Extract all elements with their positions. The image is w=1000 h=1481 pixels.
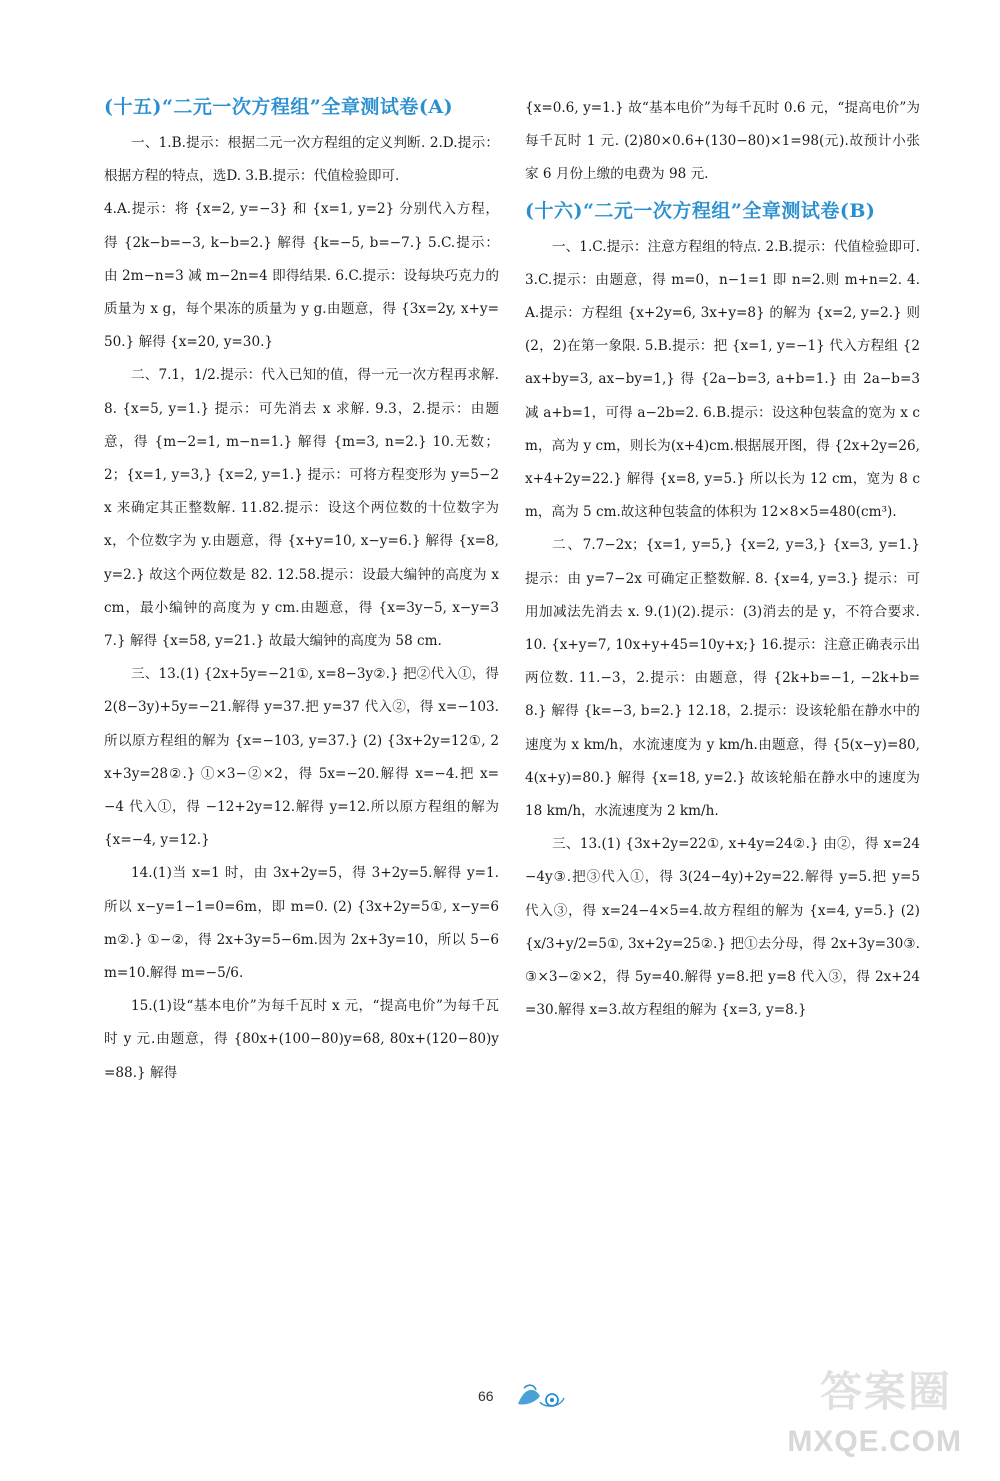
answer-paragraph: 一、1.C.提示：注意方程组的特点. 2.B.提示：代值检验即可. 3.C.提示：由题意，得 m=0，n−1=1 即 n=2.则 m+n=2. 4.A.提示：方程组 {x+2y=6, 3x+y=8} 的解为 {x=2, y=2.} 则(2，2)在第一象限. 5.B.提示：把 {x=1, y=−1} 代入方程组 {2ax+by=3, ax−by=1,} 得 {2a−b=3, a+b=1.} 由 2a−b=3 减 a+b=1，可得 a−2b=2. 6.B.提示：设这种包装盒的宽为 x cm，高为 y cm，则长为(x+4)cm.根据展开图，得 {2x+2y=26, x+4+2y=22.} 解得 {x=8, y=5.} 所以长为 12 cm，宽为 8 cm，高为 5 cm.故这种包装盒的体积为 12×8×5=480(cm³).: [525, 238, 920, 521]
watermark-cn: 答案圈: [819, 1367, 952, 1416]
left-column: [104, 92, 499, 1090]
answer-paragraph: 三、13.(1) {2x+5y=−21①, x=8−3y②.} 把②代入①，得 2(8−3y)+5y=−21.解得 y=37.把 y=37 代入②，得 x=−103.所以原方程组的解为 {x=−103, y=37.} (2) {3x+2y=12①, 2x+3y=28②.} ①×3−②×2，得 5x=−20.解得 x=−4.把 x=−4 代入①，得 −12+2y=12.解得 y=12.所以原方程组的解为 {x=−4, y=12.}: [104, 666, 499, 849]
swirl-ornament-icon: [514, 1382, 568, 1410]
answer-paragraph: 14.(1)当 x=1 时，由 3x+2y=5，得 3+2y=5.解得 y=1.所以 x−y=1−1=0=6m，即 m=0. (2) {3x+2y=5①, x−y=6m②.} ①−②，得 2x+3y=5−6m.因为 2x+3y=10，所以 5−6m=10.解得 m=−5/6.: [104, 865, 499, 982]
answer-paragraph: 4.A.提示：将 {x=2, y=−3} 和 {x=1, y=2} 分别代入方程，得 {2k−b=−3, k−b=2.} 解得 {k=−5, b=−7.} 5.C.提示：由 2m−n=3 减 m−2n=4 即得结果. 6.C.提示：设每块巧克力的质量为 x g，每个果冻的质量为 y g.由题意，得 {3x=2y, x+y=50.} 解得 {x=20, y=30.}: [104, 201, 499, 351]
answer-paragraph: 二、7.1，1/2.提示：代入已知的值，得一元一次方程再求解. 8. {x=5, y=1.} 提示：可先消去 x 求解. 9.3，2.提示：由题意，得 {m−2=1, m−n=1.} 解得 {m=3, n=2.} 10.无数；2；{x=1, y=3,} {x=2, y=1.} 提示：可将方程变形为 y=5−2x 来确定其正整数解. 11.82.提示：设这个两位数的十位数字为 x，个位数字为 y.由题意，得 {x+y=10, x−y=6.} 解得 {x=8, y=2.} 故这个两位数是 82. 12.58.提示：设最大编钟的高度为 x cm，最小编钟的高度为 y cm.由题意，得 {x=3y−5, x−y=37.} 解得 {x=58, y=21.} 故最大编钟的高度为 58 cm.: [104, 367, 499, 650]
answer-paragraph: 一、1.B.提示：根据二元一次方程组的定义判断. 2.D.提示：根据方程的特点，选D. 3.B.提示：代值检验即可.: [104, 135, 499, 185]
section-heading-b: (十六)“二元一次方程组”全章测试卷(B): [525, 199, 876, 222]
answer-paragraph: 三、13.(1) {3x+2y=22①, x+4y=24②.} 由②，得 x=24−4y③.把③代入①，得 3(24−4y)+2y=22.解得 y=5.把 y=5 代入③，得 x=24−4×5=4.故方程组的解为 {x=4, y=5.} (2) {x/3+y/2=5①, 3x+2y=25②.} 把①去分母，得 2x+3y=30③.③×3−②×2，得 5y=40.解得 y=8.把 y=8 代入③，得 2x+24=30.解得 x=3.故方程组的解为 {x=3, y=8.}: [525, 836, 920, 1019]
right-column: [525, 92, 920, 1027]
answer-paragraph: 二、7.7−2x；{x=1, y=5,} {x=2, y=3,} {x=3, y=1.} 提示：由 y=7−2x 可确定正整数解. 8. {x=4, y=3.} 提示：可用加减法先消去 x. 9.(1)(2).提示：(3)消去的是 y，不符合要求. 10. {x+y=7, 10x+y+45=10y+x;} 16.提示：注意正确表示出两位数. 11.−3，2.提示：由题意，得 {2k+b=−1, −2k+b=8.} 解得 {k=−3, b=2.} 12.18，2.提示：设该轮船在静水中的速度为 x km/h，水流速度为 y km/h.由题意，得 {5(x−y)=80, 4(x+y)=80.} 解得 {x=18, y=2.} 故该轮船在静水中的速度为 18 km/h，水流速度为 2 km/h.: [525, 537, 920, 820]
watermark-url: MXQE.COM: [787, 1425, 962, 1458]
watermark-logo: [787, 1367, 982, 1471]
page-number: 66: [478, 1388, 494, 1404]
continuation-paragraph: {x=0.6, y=1.} 故“基本电价”为每千瓦时 0.6 元，“提高电价”为每千瓦时 1 元. (2)80×0.6+(130−80)×1=98(元).故预计小张家 6 月份上缴的电费为 98 元.: [525, 100, 920, 183]
section-heading-a: (十五)“二元一次方程组”全章测试卷(A): [104, 96, 454, 118]
answer-paragraph: 15.(1)设“基本电价”为每千瓦时 x 元，“提高电价”为每千瓦时 y 元.由题意，得 {80x+(100−80)y=68, 80x+(120−80)y=88.} 解得: [104, 998, 499, 1081]
